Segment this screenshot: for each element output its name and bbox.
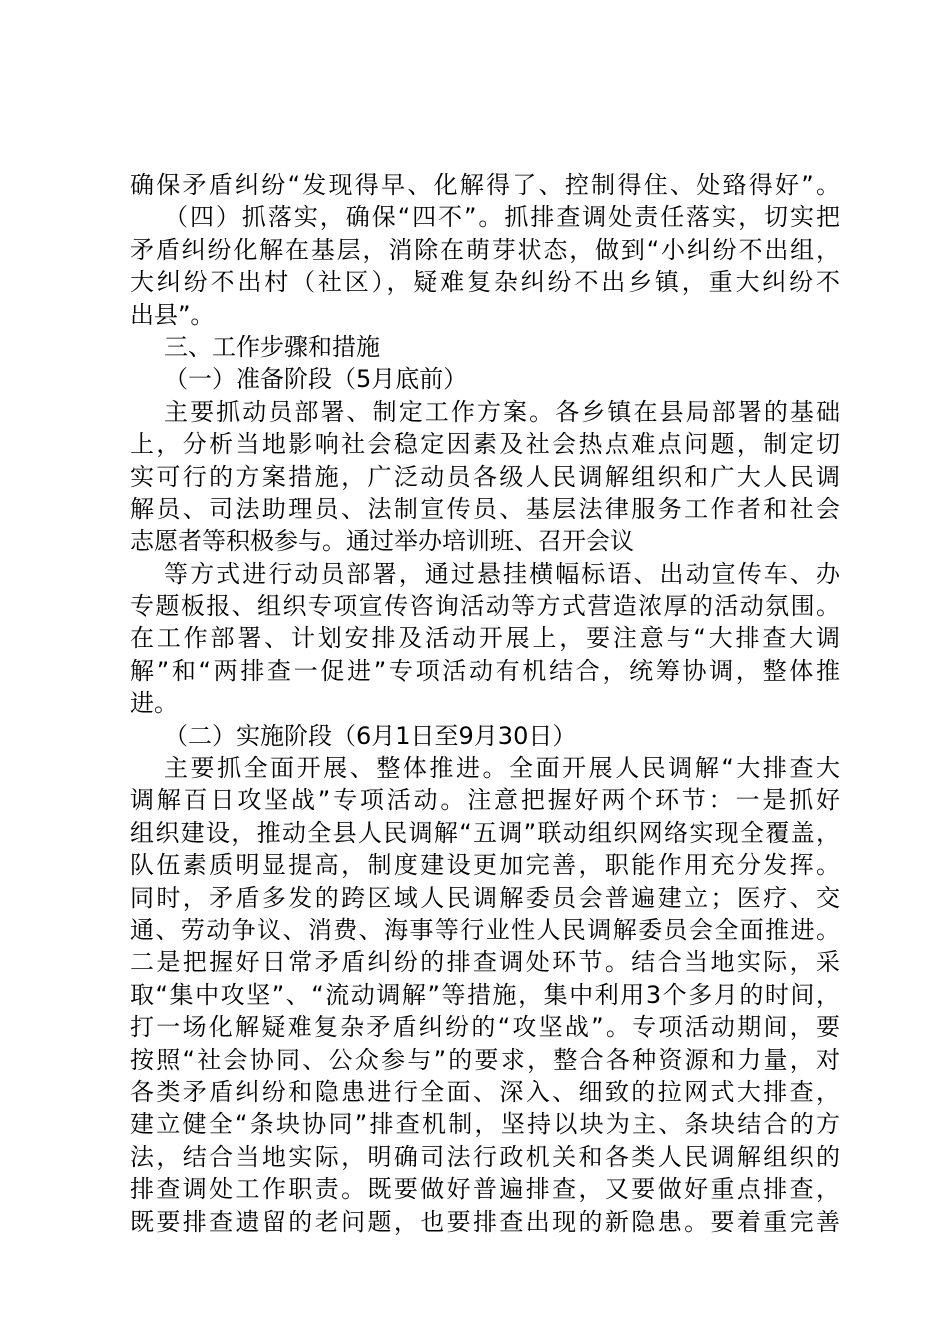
text-line: 按照“社会协同、公众参与”的要求，整合各种资源和力量，对 <box>130 1045 840 1074</box>
text-line: 专题板报、组织专项宣传咨询活动等方式营造浓厚的活动氛围。 <box>130 592 840 621</box>
text-line: 解员、司法助理员、法制宣传员、基层法律服务工作者和社会 <box>130 494 840 523</box>
text-line: 各类矛盾纠纷和隐患进行全面、深入、细致的拉网式大排查， <box>130 1077 840 1106</box>
text-line: 实可行的方案措施，广泛动员各级人民调解组织和广大人民调 <box>130 462 840 491</box>
text-line: 进。 <box>130 689 178 718</box>
text-line: 矛盾纠纷化解在基层，消除在萌芽状态，做到“小纠纷不出组， <box>130 235 840 264</box>
text-line: 主要抓动员部署、制定工作方案。各乡镇在县局部署的基础 <box>164 397 840 426</box>
text-line: 排查调处工作职责。既要做好普遍排查，又要做好重点排查， <box>130 1175 840 1204</box>
subsection-heading: （一）准备阶段（5月底前） <box>164 365 468 394</box>
text-line: 大纠纷不出村（社区），疑难复杂纠纷不出乡镇，重大纠纷不 <box>130 268 840 297</box>
document-body <box>130 169 840 1238</box>
text-line: 打一场化解疑难复杂矛盾纠纷的“攻坚战”。专项活动期间，要 <box>130 1013 840 1042</box>
text-line: 等方式进行动员部署，通过悬挂横幅标语、出动宣传车、办 <box>164 559 840 588</box>
text-line: 二是把握好日常矛盾纠纷的排查调处环节。结合当地实际，采 <box>130 948 840 977</box>
text-line: 通、劳动争议、消费、海事等行业性人民调解委员会全面推进。 <box>130 915 840 944</box>
text-line: 既要排查遗留的老问题，也要排查出现的新隐患。要着重完善 <box>130 1207 840 1236</box>
text-line: 组织建设，推动全县人民调解“五调”联动组织网络实现全覆盖， <box>130 818 840 847</box>
text-line: 出县”。 <box>130 300 215 329</box>
text-line: 取“集中攻坚”、“流动调解”等措施，集中利用3个多月的时间， <box>130 980 840 1009</box>
text-line: 同时，矛盾多发的跨区域人民调解委员会普遍建立；医疗、交 <box>130 883 840 912</box>
text-line: 法，结合当地实际，明确司法行政机关和各类人民调解组织的 <box>130 1142 840 1171</box>
subsection-heading: （二）实施阶段（6月1日至9月30日） <box>164 721 577 750</box>
text-line: 建立健全“条块协同”排查机制，坚持以块为主、条块结合的方 <box>130 1110 840 1139</box>
text-line: （四）抓落实，确保“四不”。抓排查调处责任落实，切实把 <box>164 203 840 232</box>
text-line: 确保矛盾纠纷“发现得早、化解得了、控制得住、处臵得好”。 <box>130 171 840 199</box>
section-heading: 三、工作步骤和措施 <box>164 332 380 361</box>
text-line: 在工作部署、计划安排及活动开展上，要注意与“大排查大调 <box>130 624 840 653</box>
text-line: 调解百日攻坚战”专项活动。注意把握好两个环节：一是抓好 <box>130 786 840 815</box>
text-line: 队伍素质明显提高，制度建设更加完善，职能作用充分发挥。 <box>130 851 840 880</box>
text-line: 上，分析当地影响社会稳定因素及社会热点难点问题，制定切 <box>130 430 840 459</box>
text-line: 志愿者等积极参与。通过举办培训班、召开会议 <box>130 527 634 556</box>
text-line: 解”和“两排查一促进”专项活动有机结合，统筹协调，整体推 <box>130 656 840 685</box>
text-line: 主要抓全面开展、整体推进。全面开展人民调解“大排查大 <box>164 754 840 783</box>
